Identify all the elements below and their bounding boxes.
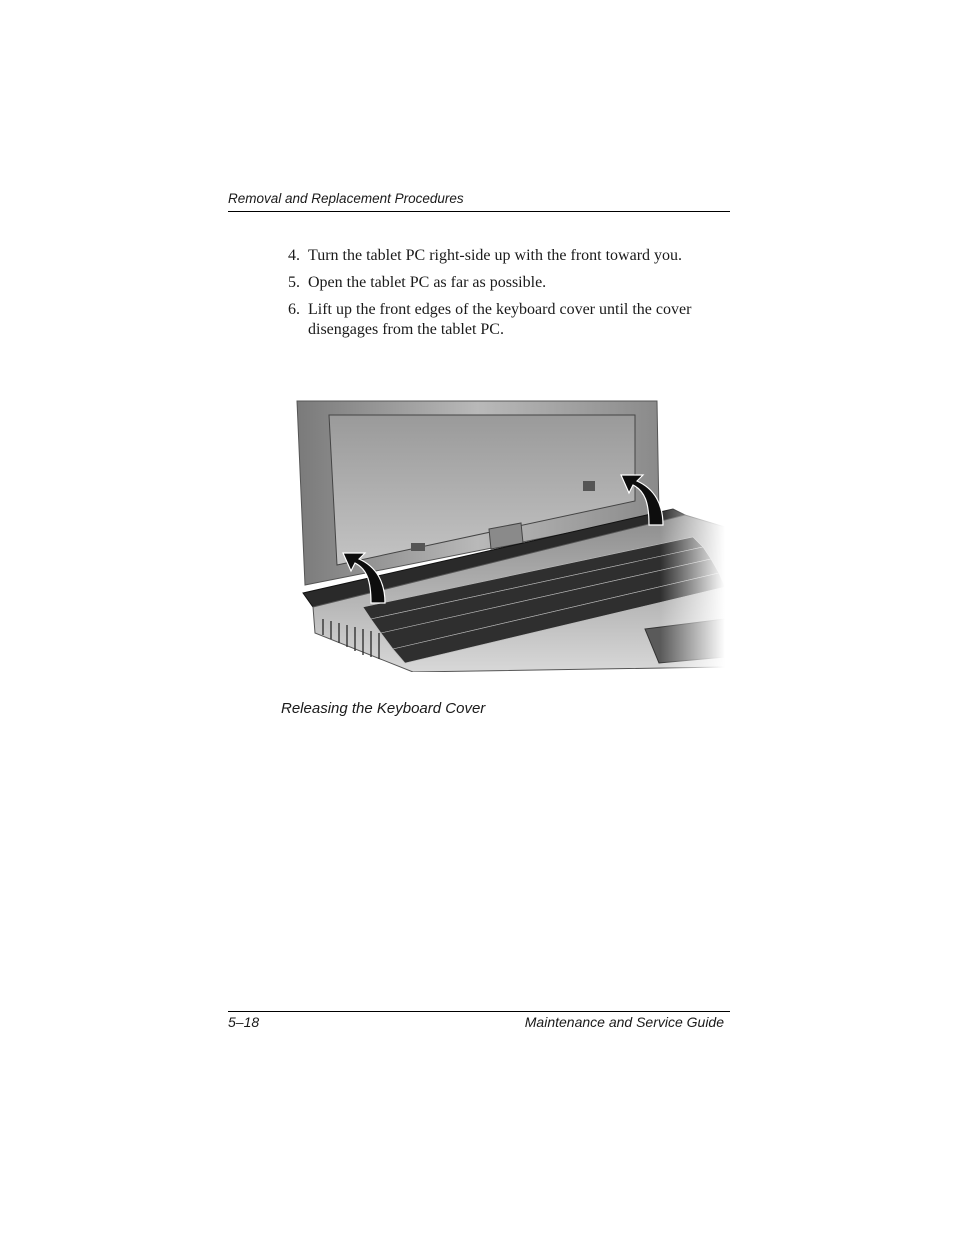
running-header: Removal and Replacement Procedures <box>228 191 464 206</box>
header-rule <box>228 211 730 212</box>
step-item <box>288 246 730 266</box>
guide-title: Maintenance and Service Guide <box>524 1014 724 1030</box>
step-text: Lift up the front edges of the keyboard cover until the cover disengages from the tablet PC. <box>308 301 692 338</box>
footer-rule <box>228 1011 730 1012</box>
step-item <box>288 300 730 340</box>
step-text: Open the tablet PC as far as possible. <box>308 274 547 291</box>
figure-caption: Releasing the Keyboard Cover <box>281 700 486 717</box>
procedure-steps <box>288 246 730 347</box>
keyboard-cover-illustration <box>293 397 725 672</box>
step-number: 6. <box>288 301 300 318</box>
step-text: Turn the tablet PC right-side up with the front toward you. <box>308 247 683 264</box>
step-item <box>288 273 730 293</box>
step-number: 5. <box>288 274 300 291</box>
page-number: 5–18 <box>228 1014 260 1030</box>
step-number: 4. <box>288 247 300 264</box>
